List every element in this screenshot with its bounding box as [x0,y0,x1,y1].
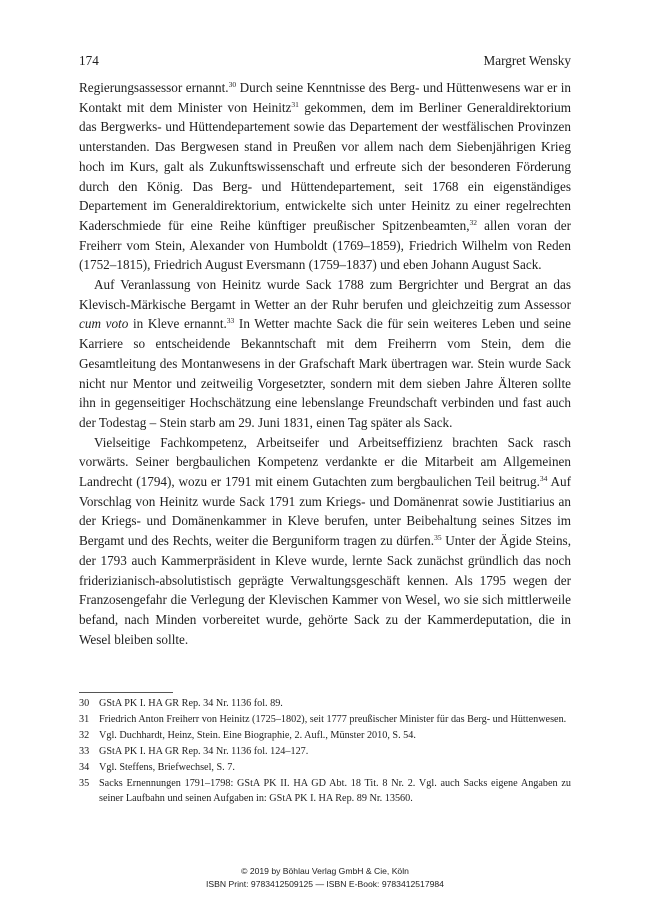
footnote-text: Sacks Ernennungen 1791–1798: GStA PK II. HA GD Abt. 18 Tit. 8 Nr. 2. Vgl. auch Sacks eigene Angaben zu seiner Laufbahn und seinen Aufgaben in: GStA PK I. HA Rep. 89 Nr. 13560. [99,778,571,804]
footnote-number: 33 [79,746,90,757]
text-run: gekommen, dem im Berliner Generaldirektorium das Bergwerks- und Hüttendepartement sowie das Departement der westfälischen Provinzen unterstanden. Das Bergwesen stand in Preußen vor allem nach dem Siebenjährigen Krieg hoch im Kurs, galt als Zukunftswissenschaft und erfreute sich der besonderen Förderung durch den König. Das Berg- und Hüttendepartement, seit 1768 ein eigenständiges Departement im Generaldirektorium, entwickelte sich unter Heinitz zu einer regelrechten Kaderschmiede für eine Reihe künftiger preußischer Spitzenbeamten, [79,99,571,233]
text-run: Unter der Ägide Steins, der 1793 auch Kammerpräsident in Kleve wurde, lernte Sack zunächst gründlich das noch friderizianisch-absolutistisch geprägte Verwaltungsgeschäft kennen. Als 1795 wegen der Franzosengefahr die Verlegung der Klevischen Kammer von Wesel, wo sie sich mittlerweile befand, nach Minden vorbereitet wurde, gehörte Sack zu der Kammerdeputation, die in Wesel bleiben sollte. [79,533,571,647]
text-run: Durch seine Kenntnisse des Berg- und Hüttenwesens war er in Kontakt mit dem Minister von Heinitz [79,80,571,115]
footnote-ref-32[interactable]: 32 [469,217,477,227]
footnote-text: Vgl. Duchhardt, Heinz, Stein. Eine Biographie, 2. Aufl., Münster 2010, S. 54. [99,730,416,741]
text-run: in Kleve ernannt. [128,316,227,332]
footnote [79,697,571,712]
footnote-text: Friedrich Anton Freiherr von Heinitz (1725–1802), seit 1777 preußischer Minister für das Berg- und Hüttenwesen. [99,714,567,725]
running-head-author: Margret Wensky [483,53,571,68]
footnote-text: GStA PK I. HA GR Rep. 34 Nr. 1136 fol. 89. [99,698,283,709]
footnote-number: 35 [79,778,90,789]
text-run: In Wetter machte Sack die für sein weiteres Leben und seine Karriere so entscheidende Bekanntschaft mit dem Freiherrn vom Stein, dem die Gesamtleitung des Montanwesens in der Grafschaft Mark übertragen war. Stein wurde Sack nicht nur Mentor und zeitweilig Vorgesetzter, sondern mit dem sieben Jahre Älteren sollte ihn in gegenseitiger Hochschätzung eine lebenslange Freundschaft verbinden und fast auch der Todestag – Stein starb am 29. Juni 1831, einen Tag später als Sack. [79,316,571,430]
publisher-footer [0,865,650,891]
footnotes [79,697,571,808]
footnote [79,729,571,744]
footnote-ref-33[interactable]: 33 [226,316,235,326]
footnote [79,777,571,806]
footnote-divider [79,692,173,693]
text-run: allen voran der Freiherr vom Stein, Alexander von Humboldt (1769–1859), Friedrich Wilhelm von Reden (1752–1815), Friedrich August Eversmann (1759–1837) und eben Johann August Sack. [79,217,571,273]
isbn-line: ISBN Print: 9783412509125 — ISBN E-Book: 9783412517984 [206,879,444,889]
copyright-line: © 2019 by Böhlau Verlag GmbH & Cie, Köln [241,866,409,876]
footnote-text: GStA PK I. HA GR Rep. 34 Nr. 1136 fol. 124–127. [99,746,309,757]
footnote-ref-31[interactable]: 31 [291,99,299,109]
main-text [79,78,571,649]
paragraph-2 [79,275,571,433]
footnote-text: Vgl. Steffens, Briefwechsel, S. 7. [99,762,235,773]
footnote [79,745,571,760]
text-run: Auf Veranlassung von Heinitz wurde Sack 1788 zum Bergrichter und Bergrat an das Klevisch-Märkische Bergamt in Wetter an der Ruhr berufen und gleichzeitig zum Assessor [79,277,571,312]
footnote-ref-35[interactable]: 35 [434,533,442,543]
text-run: Auf Vorschlag von Heinitz wurde Sack 1791 zum Kriegs- und Domänenrat sowie Justitiarius an der Kriegs- und Domänenkammer in Kleve berufen, unter Beibehaltung seines Sitzes im Bergamt und des Rechts, weiter die Berguniform tragen zu dürfen. [79,474,571,549]
footnote-number: 32 [79,730,90,741]
paragraph-3 [79,433,571,650]
footnote-ref-30[interactable]: 30 [228,80,237,89]
footnote [79,713,571,728]
text-run: Regierungsassessor ernannt. [79,80,229,95]
footnote-ref-34[interactable]: 34 [539,474,548,484]
footnote-number: 31 [79,714,90,725]
footnote-number: 34 [79,762,90,773]
page-number: 174 [79,53,99,68]
footnote [79,761,571,776]
running-header [79,52,571,69]
paragraph-1 [79,78,571,275]
italic-term: cum voto [79,316,129,332]
text-run: Vielseitige Fachkompetenz, Arbeitseifer und Arbeitseffizienz brachten Sack rasch vorwärts. Seiner bergbaulichen Kompetenz verdankte er die Mitarbeit am Allgemeinen Landrecht (1794), wozu er 1791 mit einem Gutachten zum bergbaulichen Teil beitrug. [79,434,571,490]
footnote-number: 30 [79,698,90,709]
